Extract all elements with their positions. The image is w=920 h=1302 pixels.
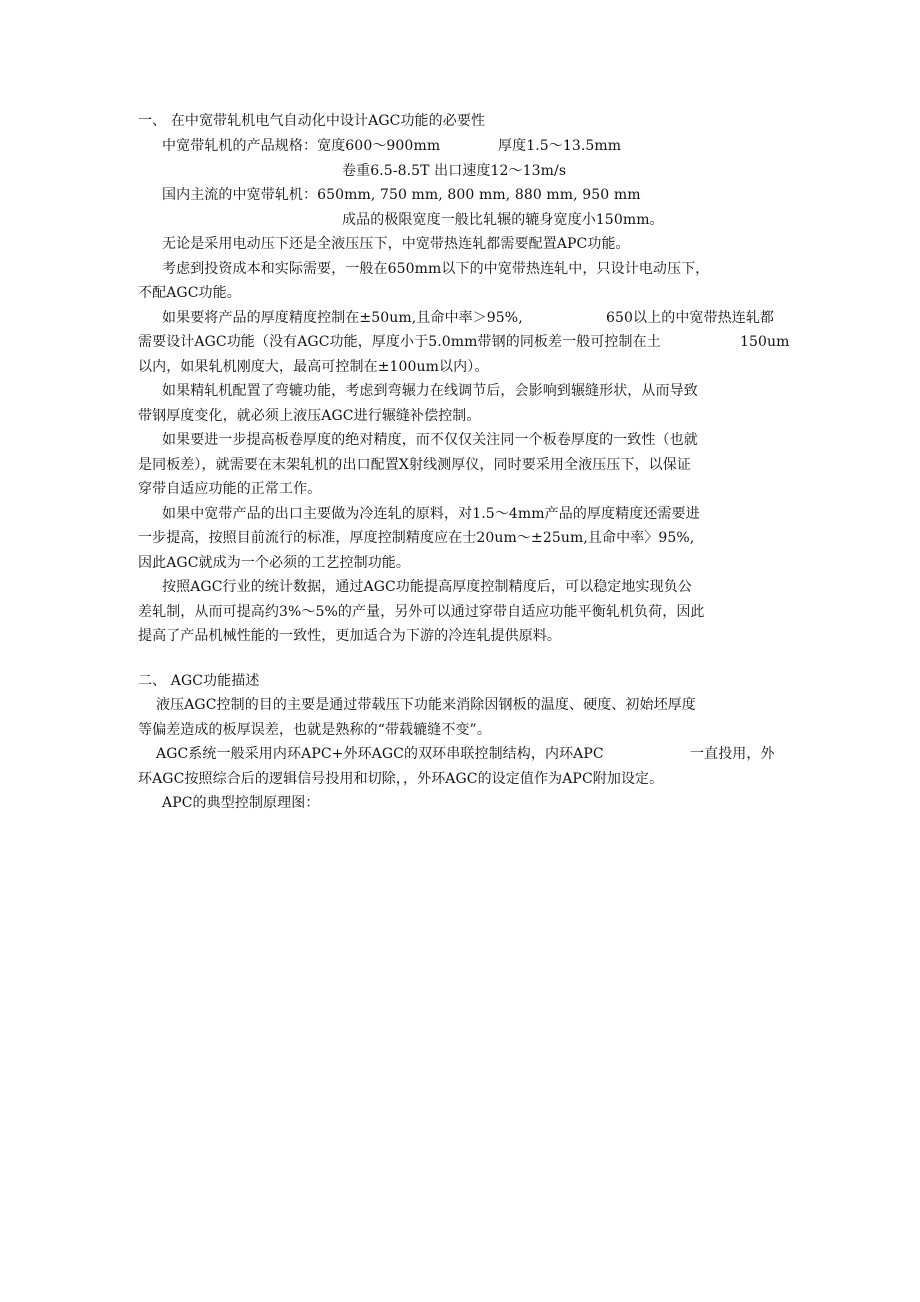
- paragraph-absolute-line3: 穿带自适应功能的正常工作。: [138, 481, 322, 497]
- spec-label: 中宽带轧机的产品规格：宽度600～900mm: [162, 138, 441, 154]
- spec-coil: 卷重6.5-8.5T 出口速度12～13m/s: [342, 163, 567, 179]
- paragraph-apc: 无论是采用电动压下还是全液压压下，中宽带热连轧都需要配置APC功能。: [162, 236, 630, 252]
- paragraph-stats-line3: 提高了产品机械性能的一致性，更加适合为下游的冷连轧提供原料。: [138, 628, 561, 644]
- paragraph-coldroll-line3: 因此AGC就成为一个必须的工艺控制功能。: [138, 555, 411, 571]
- paragraph-bending-line2: 带钢厚度变化，就必须上液压AGC进行辗缝补偿控制。: [138, 408, 481, 424]
- section1-heading: 一、 在中宽带轧机电气自动化中设计AGC功能的必要性: [138, 113, 486, 129]
- paragraph-precision-line1b: 650以上的中宽带热连轧都: [606, 310, 775, 326]
- paragraph-cost-line2: 不配AGC功能。: [138, 285, 241, 301]
- paragraph-precision-line2a: 需要设计AGC功能（没有AGC功能，厚度小于5.0mm带钢的同板差一般可控制在土: [138, 334, 661, 350]
- paragraph-hydraulic-line2: 等偏差造成的板厚误差，也就是熟称的“带载辘缝不变”。: [138, 722, 491, 738]
- paragraph-hydraulic-line1: 液压AGC控制的目的主要是通过带载压下功能来消除因钢板的温度、硬度、初始坯厚度: [156, 697, 696, 713]
- paragraph-structure-line2: 环AGC按照综合后的逻辑信号投用和切除，，外环AGC的设定值作为APC附加设定。: [138, 771, 664, 787]
- paragraph-stats-line2: 差轧制，从而可提高约3%～5%的产量，另外可以通过穿带自适应功能平衡轧机负荷，因此: [138, 604, 705, 620]
- paragraph-absolute-line1: 如果要进一步提高板卷厚度的绝对精度，而不仅仅关注同一个板卷厚度的一致性（也就: [162, 432, 698, 448]
- paragraph-bending-line1: 如果精轧机配置了弯辘功能，考虑到弯辗力在线调节后，会影响到辗缝形状，从而导致: [162, 383, 698, 399]
- paragraph-structure-line1a: AGC系统一般采用内环APC+外环AGC的双环串联控制结构，内环APC: [156, 746, 604, 762]
- section2-heading: 二、 AGC功能描述: [138, 673, 260, 689]
- paragraph-structure-line1b: 一直投用，外: [690, 746, 775, 762]
- paragraph-apc-diagram-caption: APC的典型控制原理图：: [162, 795, 320, 811]
- paragraph-precision-line2b: 150um: [740, 334, 790, 350]
- paragraph-precision-line1a: 如果要将产品的厚度精度控制在±50um,且命中率＞95%,: [162, 310, 523, 326]
- paragraph-cost-line1: 考虑到投资成本和实际需要，一般在650mm以下的中宽带热连轧中，只设计电动压下，: [162, 261, 710, 277]
- spec-thickness: 厚度1.5～13.5mm: [498, 138, 622, 154]
- paragraph-stats-line1: 按照AGC行业的统计数据，通过AGC功能提高厚度控制精度后，可以稳定地实现负公: [162, 579, 692, 595]
- paragraph-absolute-line2: 是同板差），就需要在末架轧机的出口配置X射线测厚仪，同时要采用全液压压下，以保证: [138, 457, 691, 473]
- paragraph-coldroll-line2: 一步提高，按照目前流行的标准，厚度控制精度应在士20um～±25um,且命中率〉95%,: [138, 530, 695, 546]
- paragraph-coldroll-line1: 如果中宽带产品的出口主要做为冷连轧的原料，对1.5～4mm产品的厚度精度还需要进: [162, 506, 700, 522]
- paragraph-precision-line3: 以内，如果轧机刚度大，最高可控制在±100um以内）。: [138, 359, 489, 375]
- domestic-label: 国内主流的中宽带轧机：650mm, 750 mm, 800 mm, 880 mm, 950 mm: [162, 187, 641, 203]
- domestic-note: 成品的极限宽度一般比轧辗的辘身宽度小150mm。: [342, 212, 664, 228]
